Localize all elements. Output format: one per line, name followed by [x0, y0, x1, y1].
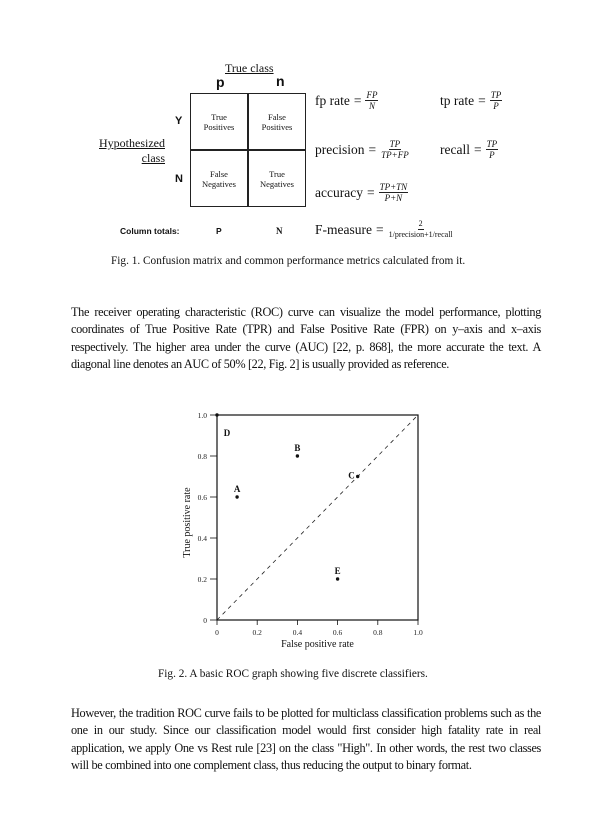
classifier-label-a: A — [233, 484, 241, 494]
equals-sign: = — [366, 184, 375, 200]
classifier-point-a — [235, 495, 238, 498]
tp-line2: Positives — [203, 121, 235, 132]
classifier-point-d — [215, 413, 218, 416]
classifier-label-d: D — [223, 428, 231, 438]
row-header-n: N — [175, 173, 183, 185]
roc-chart-layer — [182, 411, 423, 650]
fp-rate-label: fp rate — [315, 92, 350, 108]
tp-rate-fraction — [490, 90, 503, 111]
true-class-label: True class — [225, 61, 274, 75]
x-tick-label: 0.2 — [252, 628, 262, 637]
fraction-numerator: TP — [486, 139, 498, 149]
classifier-label-c: C — [348, 470, 355, 481]
paragraph-roc-intro: The receiver operating characteristic (ROC) curve can visualize the model performance, plotting coordinates of True Positive Rate (TPR) and False Positive Rate (FPR) on y–axis and x–axis respectively. The higher area under the curve (AUC) [22, p. 868], the more accurate the text. A diagonal line denotes an AUC of 50% [22, Fig. 2] is usually provided as reference. — [71, 305, 541, 371]
fn-line1: False — [210, 168, 228, 179]
cell-true-negatives — [248, 150, 306, 207]
row-header-y: Y — [175, 115, 183, 127]
y-axis-label: True positive rate — [182, 487, 193, 558]
tn-line1: True — [269, 168, 285, 179]
fraction-numerator: TP — [490, 90, 502, 100]
recall-label: recall — [440, 141, 470, 157]
fp-line2: Positives — [261, 121, 293, 132]
fraction-numerator: 2 — [418, 219, 423, 228]
equals-sign: = — [473, 141, 482, 157]
recall-formula — [440, 139, 498, 160]
roc-chart — [170, 405, 440, 665]
x-tick-label: 0.4 — [292, 628, 303, 637]
classifier-point-c — [356, 475, 359, 478]
classifier-point-b — [296, 454, 299, 457]
column-header-p: p — [216, 74, 225, 90]
tp-rate-label: tp rate — [440, 92, 475, 108]
fn-line2: Negatives — [202, 178, 236, 189]
fraction-denominator: P — [489, 150, 495, 160]
x-tick-label: 0.8 — [373, 628, 383, 637]
column-total-n: N — [276, 226, 283, 236]
recall-fraction — [486, 139, 499, 160]
fraction-denominator: P — [493, 101, 499, 111]
classifier-point-e — [336, 577, 339, 580]
fp-rate-fraction — [365, 90, 378, 111]
precision-formula — [315, 139, 410, 160]
column-header-n: n — [276, 73, 285, 89]
f-measure-fraction — [388, 219, 454, 240]
fp-rate-formula — [315, 90, 378, 111]
fraction-denominator: 1/precision+1/recall — [388, 230, 453, 239]
cell-false-positives — [248, 93, 306, 150]
classifier-label-b: B — [294, 443, 301, 453]
precision-label: precision — [315, 141, 365, 157]
classifier-label-e: E — [334, 566, 341, 576]
y-tick-label: 1.0 — [197, 411, 207, 420]
column-totals-label: Column totals: — [120, 226, 180, 236]
equals-sign: = — [375, 221, 384, 237]
accuracy-label: accuracy — [315, 184, 363, 200]
precision-fraction — [380, 139, 410, 160]
hypothesized-label-line1: Hypothesized — [99, 136, 165, 150]
figure-1-caption: Fig. 1. Confusion matrix and common performance metrics calculated from it. — [111, 255, 466, 267]
cell-false-negatives — [190, 150, 248, 207]
accuracy-fraction — [379, 182, 409, 203]
fraction-denominator: TP+FP — [381, 150, 409, 160]
equals-sign: = — [478, 92, 486, 108]
figure-2-caption: Fig. 2. A basic ROC graph showing five discrete classifiers. — [158, 668, 428, 680]
fraction-denominator: P+N — [384, 193, 403, 203]
fraction-numerator: TP — [389, 139, 401, 149]
fraction-denominator: N — [368, 101, 375, 111]
equals-sign: = — [353, 92, 362, 108]
tp-line1: True — [211, 111, 227, 122]
column-total-p: P — [216, 226, 222, 236]
hypothesized-label-line2: class — [141, 151, 165, 165]
y-tick-label: 0.8 — [197, 452, 207, 461]
y-tick-label: 0.2 — [197, 575, 207, 584]
x-tick-label: 1.0 — [413, 628, 423, 637]
fp-line1: False — [268, 111, 286, 122]
fraction-numerator: FP — [366, 90, 378, 100]
equals-sign: = — [368, 141, 377, 157]
f-measure-formula — [315, 219, 454, 240]
paragraph-multiclass: However, the tradition ROC curve fails to be plotted for multiclass classification problems such as the one in our study. Since our classification model would first consider high fatality rate in real application, we apply One vs Rest rule [23] on the class "High". In other words, the rest two classes will be combined into one complement class, thus reducing the output to binary format. — [71, 706, 541, 772]
hypothesized-class-label — [88, 136, 165, 166]
fraction-numerator: TP+TN — [379, 182, 408, 192]
tn-line2: Negatives — [260, 178, 294, 189]
y-tick-label: 0 — [203, 616, 207, 625]
diagonal-reference-line — [217, 415, 418, 620]
x-axis-label: False positive rate — [281, 639, 354, 650]
cell-true-positives — [190, 93, 248, 150]
accuracy-formula — [315, 182, 408, 203]
y-tick-label: 0.4 — [197, 534, 207, 543]
tp-rate-formula — [440, 90, 502, 111]
x-tick-label: 0.6 — [332, 628, 343, 637]
y-tick-label: 0.6 — [197, 493, 207, 502]
f-measure-label: F-measure — [315, 221, 372, 237]
x-tick-label: 0 — [215, 628, 219, 637]
